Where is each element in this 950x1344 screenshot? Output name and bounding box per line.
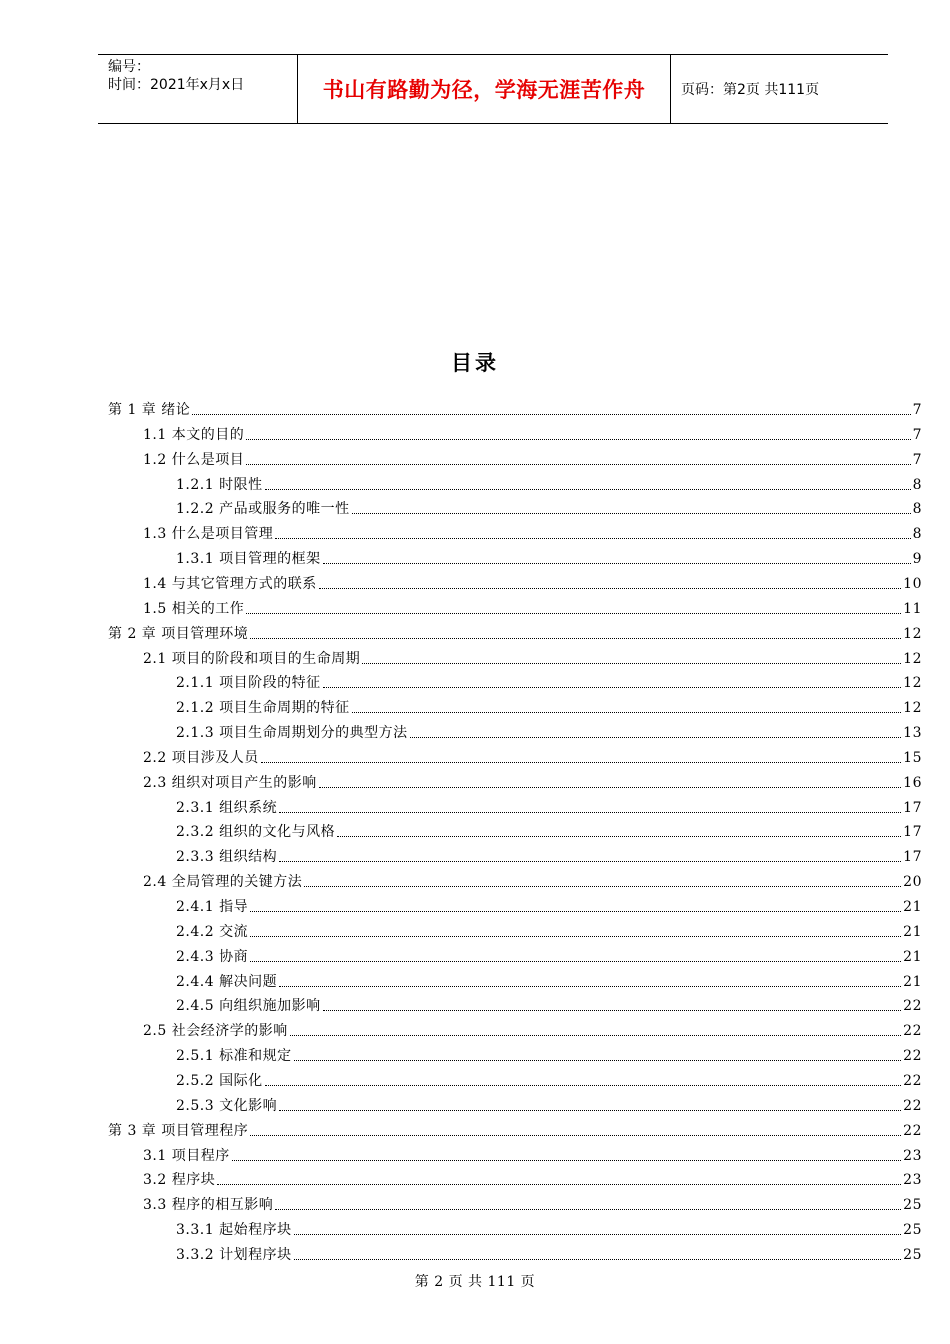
toc-entry-page: 22 xyxy=(903,1048,922,1065)
toc-dot-leader xyxy=(362,663,901,664)
toc-entry[interactable] xyxy=(176,1243,922,1265)
toc-dot-leader xyxy=(192,414,910,415)
toc-dot-leader xyxy=(250,638,901,639)
toc-dot-leader xyxy=(323,563,911,564)
toc-entry-page: 17 xyxy=(903,849,922,866)
toc-entry-page: 7 xyxy=(912,451,922,468)
toc-entry[interactable] xyxy=(143,597,922,619)
toc-entry[interactable] xyxy=(176,696,922,718)
toc-entry[interactable] xyxy=(176,945,922,967)
toc-entry-page: 20 xyxy=(903,874,922,891)
toc-entry-label: 2.5.3 文化影响 xyxy=(176,1097,278,1114)
toc-entry-label: 第 3 章 项目管理程序 xyxy=(108,1122,249,1139)
toc-entry[interactable] xyxy=(143,1144,922,1166)
toc-entry-label: 2.1 项目的阶段和项目的生命周期 xyxy=(143,650,361,667)
toc-entry-page: 16 xyxy=(903,774,922,791)
toc-dot-leader xyxy=(265,489,911,490)
toc-entry-label: 1.3 什么是项目管理 xyxy=(143,526,274,543)
toc-entry[interactable] xyxy=(143,448,922,470)
toc-entry[interactable] xyxy=(176,671,922,693)
toc-entry-label: 1.5 相关的工作 xyxy=(143,600,245,617)
toc-entry-page: 21 xyxy=(903,923,922,940)
toc-entry-label: 第 2 章 项目管理环境 xyxy=(108,625,249,642)
toc-entry-page: 7 xyxy=(912,402,922,418)
toc-entry-label: 2.5 社会经济学的影响 xyxy=(143,1023,288,1040)
toc-entry-label: 2.5.1 标准和规定 xyxy=(176,1048,292,1065)
toc-entry-label: 2.3 组织对项目产生的影响 xyxy=(143,774,317,791)
toc-dot-leader xyxy=(319,588,901,589)
toc-dot-leader xyxy=(352,513,911,514)
toc-dot-leader xyxy=(265,1085,902,1086)
toc-entry[interactable] xyxy=(143,746,922,768)
toc-entry-label: 1.2 什么是项目 xyxy=(143,451,245,468)
toc-dot-leader xyxy=(279,986,901,987)
toc-dot-leader xyxy=(319,787,901,788)
toc-entry-label: 3.1 项目程序 xyxy=(143,1147,230,1164)
toc-entry-label: 2.1.1 项目阶段的特征 xyxy=(176,675,321,692)
toc-dot-leader xyxy=(294,1259,902,1260)
toc-entry[interactable] xyxy=(176,1094,922,1116)
toc-entry[interactable] xyxy=(176,895,922,917)
toc-entry-page: 21 xyxy=(903,948,922,965)
toc-entry-label: 2.3.1 组织系统 xyxy=(176,799,278,816)
toc-entry[interactable] xyxy=(108,622,922,644)
toc-dot-leader xyxy=(250,911,901,912)
toc-entry[interactable] xyxy=(176,970,922,992)
toc-entry-page: 22 xyxy=(903,1072,922,1089)
toc-dot-leader xyxy=(232,1160,901,1161)
toc-entry-label: 1.4 与其它管理方式的联系 xyxy=(143,575,317,592)
toc-dot-leader xyxy=(323,1010,902,1011)
toc-entry[interactable] xyxy=(143,870,922,892)
toc-entry-page: 21 xyxy=(903,973,922,990)
toc-entry-page: 25 xyxy=(903,1197,922,1214)
toc-entry-label: 1.1 本文的目的 xyxy=(143,426,245,443)
toc-dot-leader xyxy=(279,1110,901,1111)
toc-entry-label: 2.5.2 国际化 xyxy=(176,1072,263,1089)
toc-entry-page: 22 xyxy=(903,998,922,1015)
toc-entry-page: 9 xyxy=(912,551,922,568)
toc-entry-page: 22 xyxy=(903,1097,922,1114)
toc-entry-label: 2.4 全局管理的关键方法 xyxy=(143,874,303,891)
toc-dot-leader xyxy=(217,1184,901,1185)
toc-entry-page: 11 xyxy=(903,600,922,617)
toc-entry-page: 17 xyxy=(903,824,922,841)
toc-entry-label: 2.4.5 向组织施加影响 xyxy=(176,998,321,1015)
toc-entry[interactable] xyxy=(176,1218,922,1240)
toc-title: 目录 xyxy=(451,351,499,375)
toc-entry-page: 21 xyxy=(903,899,922,915)
toc-entry[interactable] xyxy=(143,1019,922,1041)
toc-entry-label: 2.1.3 项目生命周期划分的典型方法 xyxy=(176,725,408,742)
toc-entry[interactable] xyxy=(143,423,922,445)
toc-entry[interactable] xyxy=(143,771,922,793)
toc-entry-label: 2.3.2 组织的文化与风格 xyxy=(176,824,336,841)
toc-dot-leader xyxy=(250,936,901,937)
toc-entry-label: 1.2.1 时限性 xyxy=(176,476,263,493)
toc-entry-page: 8 xyxy=(912,476,922,493)
toc-dot-leader xyxy=(410,737,902,738)
toc-entry[interactable] xyxy=(176,547,922,569)
toc-dot-leader xyxy=(250,1135,901,1136)
toc-entry-page: 22 xyxy=(903,1023,922,1040)
toc-entry[interactable] xyxy=(176,1044,922,1066)
toc-entry-label: 3.3 程序的相互影响 xyxy=(143,1197,274,1214)
toc-dot-leader xyxy=(352,712,902,713)
page-header xyxy=(98,54,888,124)
toc-entry-label: 2.4.1 指导 xyxy=(176,899,249,915)
toc-entry-label: 1.3.1 项目管理的框架 xyxy=(176,551,321,568)
toc-dot-leader xyxy=(290,1035,901,1036)
header-page-info: 页码：第2页 共111页 xyxy=(681,82,820,98)
toc-entry[interactable] xyxy=(176,721,922,743)
toc-entry-label: 2.4.4 解决问题 xyxy=(176,973,278,990)
toc-dot-leader xyxy=(261,762,901,763)
toc-entry[interactable] xyxy=(176,994,922,1016)
toc-entry-page: 23 xyxy=(903,1147,922,1164)
toc-dot-leader xyxy=(275,1209,901,1210)
toc-entry-page: 12 xyxy=(903,650,922,667)
toc-entry-page: 12 xyxy=(903,700,922,717)
header-meta xyxy=(98,55,298,123)
toc-dot-leader xyxy=(323,687,902,688)
toc-entry[interactable] xyxy=(176,920,922,942)
toc-entry-label: 1.2.2 产品或服务的唯一性 xyxy=(176,501,350,518)
toc-entry-page: 25 xyxy=(903,1222,922,1239)
toc-entry-page: 15 xyxy=(903,749,922,766)
toc-dot-leader xyxy=(250,961,901,962)
toc-entry-page: 25 xyxy=(903,1246,922,1263)
toc-dot-leader xyxy=(279,861,901,862)
toc-entry-label: 3.2 程序块 xyxy=(143,1172,216,1189)
toc-entry-label: 3.3.2 计划程序块 xyxy=(176,1246,292,1263)
page-footer: 第 2 页 共 111 页 xyxy=(414,1274,536,1290)
toc-entry-label: 2.3.3 组织结构 xyxy=(176,849,278,866)
toc-entry-page: 12 xyxy=(903,625,922,642)
toc-entry[interactable] xyxy=(176,796,922,818)
toc-entry-label: 2.4.2 交流 xyxy=(176,923,249,940)
toc-entry-page: 7 xyxy=(912,426,922,443)
toc-dot-leader xyxy=(275,538,910,539)
toc-dot-leader xyxy=(294,1234,902,1235)
toc-entry-label: 2.1.2 项目生命周期的特征 xyxy=(176,700,350,717)
toc-dot-leader xyxy=(337,836,901,837)
toc-entry[interactable] xyxy=(143,572,922,594)
toc-entry-label: 2.4.3 协商 xyxy=(176,948,249,965)
toc-entry-label: 第 1 章 绪论 xyxy=(108,402,191,418)
header-motto: 书山有路勤为径，学海无涯苦作舟 xyxy=(298,55,671,123)
toc-entry[interactable] xyxy=(176,497,922,519)
toc-entry-page: 23 xyxy=(903,1172,922,1189)
document-number-label: 编号： xyxy=(108,59,150,75)
toc-dot-leader xyxy=(246,613,901,614)
toc-entry[interactable] xyxy=(108,1119,922,1141)
toc-entry[interactable] xyxy=(108,398,922,420)
toc-dot-leader xyxy=(304,886,901,887)
toc-dot-leader xyxy=(294,1060,902,1061)
toc-entry[interactable] xyxy=(143,1193,922,1215)
toc-entry-label: 2.2 项目涉及人员 xyxy=(143,749,259,766)
toc-dot-leader xyxy=(279,812,901,813)
toc-dot-leader xyxy=(246,439,910,440)
toc-entry-page: 10 xyxy=(903,575,922,592)
toc-entry[interactable] xyxy=(143,522,922,544)
toc-dot-leader xyxy=(246,464,910,465)
toc-entry[interactable] xyxy=(176,845,922,867)
toc-entry-page: 13 xyxy=(903,725,922,742)
toc-entry-page: 22 xyxy=(903,1122,922,1139)
toc-entry-page: 17 xyxy=(903,799,922,816)
toc-entry[interactable] xyxy=(143,1168,922,1190)
toc-entry-page: 12 xyxy=(903,675,922,692)
document-time-label: 时间：2021年x月x日 xyxy=(108,77,245,93)
toc-entry-page: 8 xyxy=(912,501,922,518)
toc-entry-page: 8 xyxy=(912,526,922,543)
toc-entry[interactable] xyxy=(176,473,922,495)
toc-entry[interactable] xyxy=(143,647,922,669)
toc-entry[interactable] xyxy=(176,1069,922,1091)
toc-entry-label: 3.3.1 起始程序块 xyxy=(176,1222,292,1239)
toc-entry[interactable] xyxy=(176,820,922,842)
